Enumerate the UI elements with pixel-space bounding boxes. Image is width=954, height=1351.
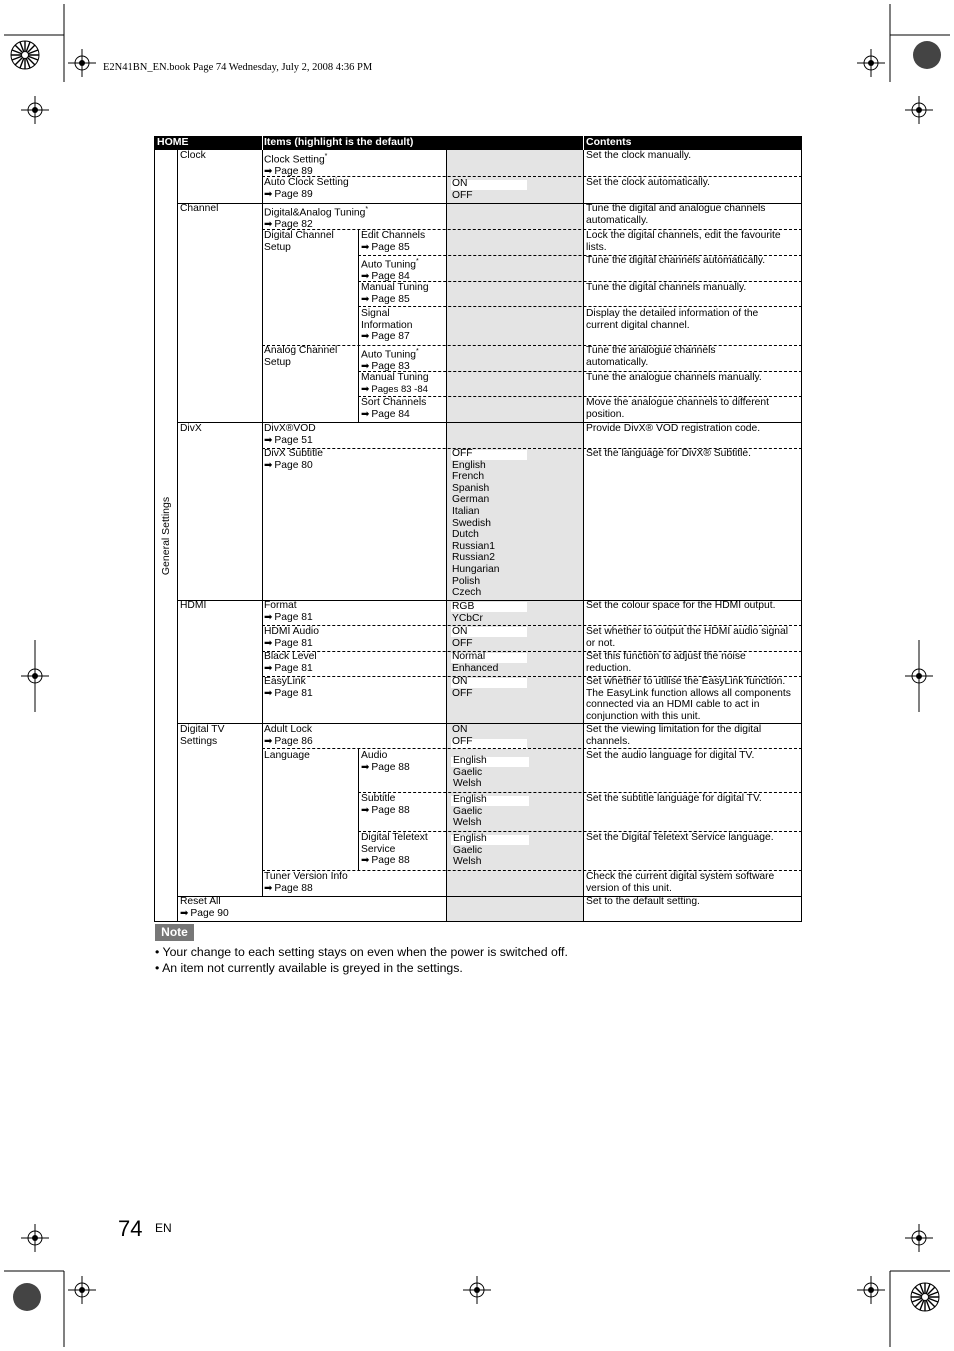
page-arrow-icon: ➡ [361, 804, 369, 816]
option: Italian [452, 505, 480, 517]
row-digital-tv: Digital TV Settings [180, 724, 225, 747]
desc-analog-auto-tuning: Tune the analogue channels automatically. [586, 345, 716, 368]
page-arrow-icon: ➡ [361, 408, 369, 420]
row-reset-all [180, 896, 229, 919]
options-hdmi-audio [452, 626, 473, 649]
item-easylink [264, 676, 313, 699]
desc-tuner-version: Check the current digital system software version of this unit. [586, 871, 775, 894]
item-dtv-audio [361, 750, 410, 773]
page-arrow-icon: ➡ [264, 735, 272, 747]
item-label: Auto Tuning [361, 259, 416, 271]
item-label: Edit Channels [361, 230, 426, 241]
desc-digital-manual-tuning: Tune the digital channels manually. [586, 282, 747, 293]
option: Welsh [453, 817, 482, 829]
item-label: EasyLink [264, 676, 306, 687]
option: Spanish [452, 482, 490, 494]
option: English [453, 794, 487, 805]
row-hdmi: HDMI [180, 600, 207, 611]
page-ref: Page 88 [274, 882, 313, 894]
page-ref: Page 84 [371, 408, 410, 420]
table-header [154, 136, 802, 150]
desc-edit-channels: Lock the digital channels, edit the favourite lists. [586, 230, 781, 253]
page-ref: Page 88 [371, 804, 410, 816]
item-language: Language [264, 750, 310, 761]
item-label: Black Level [264, 651, 317, 662]
item-label: Tuner Version Info [264, 871, 348, 882]
page-arrow-icon: ➡ [361, 855, 369, 867]
desc-easylink: Set whether to utilise the EasyLink function. The EasyLink function allows all components connected via an HDMI cable to act in conjunction with this unit. [586, 676, 791, 722]
page-ref: Page 85 [371, 241, 410, 253]
item-analog-manual-tuning [361, 372, 429, 395]
page-ref: Page 86 [274, 735, 313, 747]
desc-sort-channels: Move the analogue channels to different position. [586, 397, 769, 420]
page-ref: Page 85 [371, 293, 410, 305]
row-channel: Channel [180, 203, 219, 214]
desc-divx-subtitle: Set the language for DivX® Subtitle. [586, 448, 751, 459]
page-ref: Page 82 [274, 219, 313, 231]
desc-clock-setting: Set the clock manually. [586, 150, 692, 161]
desc-auto-clock: Set the clock automatically. [586, 177, 710, 188]
item-label: Digital Teletext Service [361, 832, 428, 855]
option: OFF [452, 189, 473, 201]
item-da-tuning [264, 204, 368, 231]
desc-reset-all: Set to the default setting. [586, 896, 700, 907]
options-divx-subtitle [452, 448, 500, 599]
options-black-level [452, 651, 498, 674]
page-arrow-icon: ➡ [361, 293, 369, 305]
item-sort-channels [361, 397, 426, 420]
option: Swedish [452, 517, 491, 529]
item-adult-lock [264, 724, 313, 747]
desc-digital-auto-tuning: Tune the digital channels automatically. [586, 255, 766, 266]
option: Welsh [453, 856, 482, 868]
item-format [264, 600, 313, 623]
page-arrow-icon: ➡ [361, 241, 369, 253]
option: OFF [452, 448, 473, 459]
option: Normal [452, 651, 486, 662]
item-digital-setup: Digital Channel Setup [264, 230, 334, 253]
bullet-icon: • [155, 961, 160, 975]
item-label: Manual Tuning [361, 372, 429, 383]
page-ref: Page 81 [274, 611, 313, 623]
option: Gaelic [453, 766, 483, 778]
page-arrow-icon: ➡ [264, 637, 272, 649]
option: OFF [452, 637, 473, 649]
option: Czech [452, 587, 482, 599]
options-teletext [453, 833, 487, 868]
page-arrow-icon: ➡ [264, 166, 272, 178]
option: ON [452, 724, 468, 735]
item-auto-clock [264, 177, 349, 200]
item-label: Signal Information [361, 308, 413, 331]
page-arrow-icon: ➡ [361, 331, 369, 343]
page-arrow-icon: ➡ [264, 662, 272, 674]
item-label: DivX®VOD [264, 423, 316, 434]
asterisk: * [415, 258, 419, 265]
item-label: Reset All [180, 896, 221, 907]
item-hdmi-audio [264, 626, 319, 649]
header-items: Items (highlight is the default) [264, 136, 414, 148]
desc-adult-lock: Set the viewing limitation for the digital channels. [586, 724, 762, 747]
note-text: An item not currently available is greyed in the settings. [162, 961, 463, 975]
item-black-level [264, 651, 317, 674]
option: English [453, 833, 487, 844]
item-label: Adult Lock [264, 724, 313, 735]
page-arrow-icon: ➡ [361, 761, 369, 773]
item-divx-vod [264, 423, 316, 446]
option: Polish [452, 575, 481, 587]
page-ref: Page 84 [371, 271, 410, 283]
options-easylink [452, 676, 473, 699]
asterisk: * [324, 153, 328, 160]
page-arrow-icon: ➡ [361, 361, 369, 373]
desc-hdmi-audio: Set whether to output the HDMI audio signal or not. [586, 626, 789, 649]
option: Welsh [453, 778, 482, 790]
option: Gaelic [453, 805, 483, 817]
asterisk: * [415, 348, 419, 355]
option: OFF [452, 687, 473, 699]
options-adult-lock [452, 724, 473, 747]
bullet-icon: • [155, 945, 160, 959]
option: Russian2 [452, 552, 495, 564]
page-arrow-icon: ➡ [264, 687, 272, 699]
note-item [155, 961, 463, 975]
item-label: DivX Subtitle [264, 448, 323, 459]
note-badge: Note [155, 924, 194, 941]
page-arrow-icon: ➡ [264, 611, 272, 623]
page-arrow-icon: ➡ [264, 882, 272, 894]
page-ref: Page 81 [274, 662, 313, 674]
item-teletext [361, 832, 441, 867]
page-arrow-icon: ➡ [180, 907, 188, 919]
page-ref: Page 89 [274, 166, 313, 178]
header-home: HOME [157, 136, 189, 148]
option: English [452, 459, 486, 471]
item-dtv-subtitle [361, 793, 410, 816]
desc-divx-vod: Provide DivX® VOD registration code. [586, 423, 761, 434]
item-digital-auto-tuning [361, 256, 419, 283]
page-arrow-icon: ➡ [264, 459, 272, 471]
option: Hungarian [452, 563, 500, 575]
option: English [453, 755, 487, 766]
option: French [452, 471, 485, 483]
page-ref: Page 89 [274, 188, 313, 200]
page-number: 74 [118, 1216, 143, 1241]
row-divx: DivX [180, 423, 202, 434]
item-analog-auto-tuning [361, 346, 419, 373]
note-item [155, 945, 568, 959]
option: ON [452, 676, 468, 687]
item-edit-channels [361, 230, 425, 253]
option: Enhanced [452, 662, 499, 674]
page-ref: Page 87 [371, 331, 410, 343]
option: Gaelic [453, 844, 483, 856]
section-general-settings: General Settings [160, 496, 172, 576]
option: ON [452, 178, 468, 189]
desc-black-level: Set this function to adjust the noise reduction. [586, 651, 746, 674]
item-label: Digital&Analog Tuning [264, 207, 366, 219]
item-label: Sort Channels [361, 397, 427, 408]
row-clock: Clock [180, 150, 206, 161]
page-arrow-icon: ➡ [361, 271, 369, 283]
page-ref: Page 81 [274, 637, 313, 649]
options-auto-clock [452, 178, 473, 201]
option: German [452, 494, 490, 506]
option: OFF [452, 735, 473, 747]
option: YCbCr [452, 612, 483, 624]
page-ref: Pages 83 -84 [371, 383, 428, 395]
item-label: Auto Clock Setting [264, 177, 349, 188]
options-format [452, 601, 483, 624]
page-arrow-icon: ➡ [264, 434, 272, 446]
desc-da-tuning: Tune the digital and analogue channels automatically. [586, 203, 766, 226]
item-label: Audio [361, 750, 388, 761]
options-dtv-subtitle [453, 794, 487, 829]
option: Dutch [452, 529, 479, 541]
item-label: Clock Setting [264, 154, 325, 166]
item-label: HDMI Audio [264, 626, 319, 637]
page-ref: Page 90 [190, 907, 229, 919]
page-ref: Page 88 [371, 855, 410, 867]
page-ref: Page 80 [274, 459, 313, 471]
desc-teletext: Set the Digital Teletext Service language. [586, 832, 774, 843]
item-analog-setup: Analog Channel Setup [264, 345, 338, 368]
page-arrow-icon: ➡ [264, 188, 272, 200]
item-label: Subtitle [361, 793, 396, 804]
item-label: Auto Tuning [361, 349, 416, 361]
item-tuner-version [264, 871, 348, 894]
page-arrow-icon: ➡ [361, 383, 369, 395]
asterisk: * [365, 206, 369, 213]
item-divx-subtitle [264, 448, 323, 471]
item-digital-manual-tuning [361, 282, 429, 305]
option: ON [452, 626, 468, 637]
page-ref: Page 51 [274, 434, 313, 446]
item-signal-info [361, 308, 431, 343]
desc-dtv-subtitle: Set the subtitle language for digital TV. [586, 793, 762, 804]
option: Russian1 [452, 540, 495, 552]
page-ref: Page 88 [371, 761, 410, 773]
page-arrow-icon: ➡ [264, 219, 272, 231]
option: RGB [452, 601, 475, 612]
options-dtv-audio [453, 755, 487, 790]
desc-analog-manual-tuning: Tune the analogue channels manually. [586, 372, 762, 383]
note-text: Your change to each setting stays on even when the power is switched off. [162, 945, 568, 959]
item-label: Manual Tuning [361, 282, 429, 293]
page-ref: Page 83 [371, 361, 410, 373]
item-label: Format [264, 600, 297, 611]
header-contents: Contents [586, 136, 632, 148]
page-ref: Page 81 [274, 687, 313, 699]
desc-format: Set the colour space for the HDMI output. [586, 600, 776, 611]
item-clock-setting [264, 151, 327, 178]
language-code: EN [155, 1221, 172, 1235]
desc-signal-info: Display the detailed information of the current digital channel. [586, 308, 759, 331]
file-header: E2N41BN_EN.book Page 74 Wednesday, July 2, 2008 4:36 PM [103, 62, 373, 73]
desc-dtv-audio: Set the audio language for digital TV. [586, 750, 755, 761]
